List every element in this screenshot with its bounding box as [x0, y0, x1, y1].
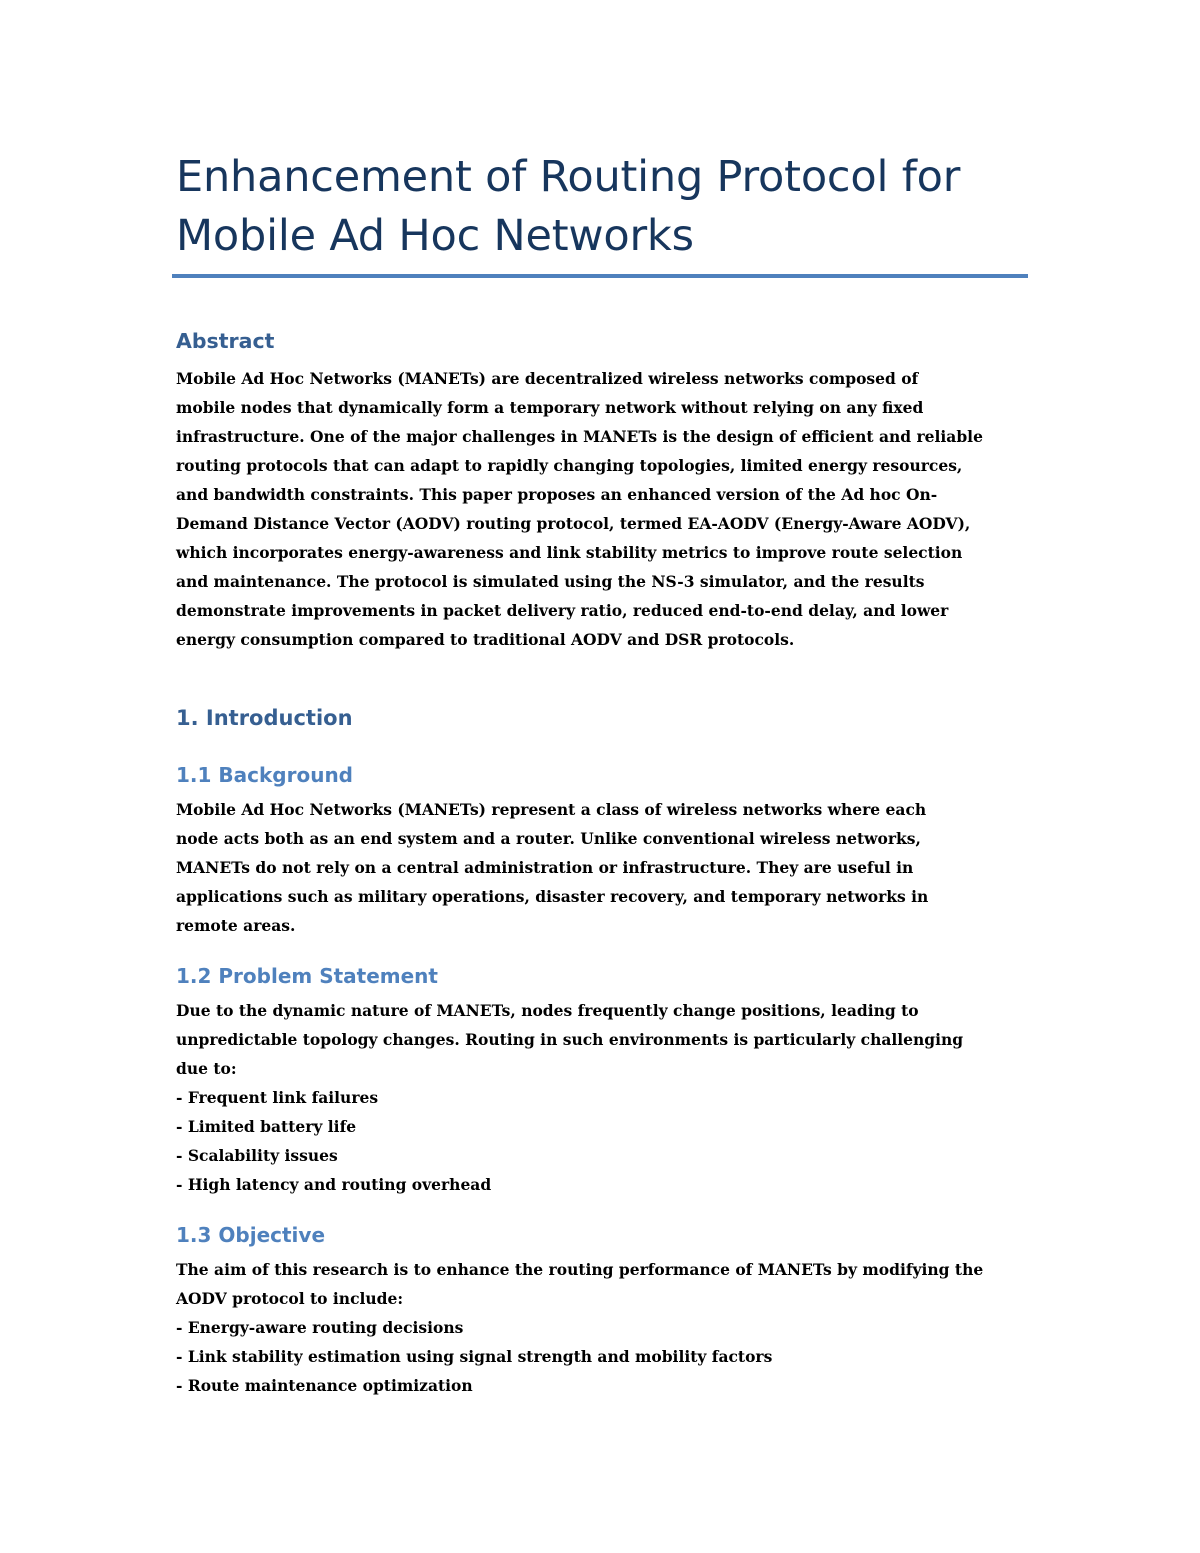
title-underline-rule [172, 274, 1028, 278]
problem-line: unpredictable topology changes. Routing in such environments is particularly challenging [176, 1030, 964, 1049]
introduction-heading: 1. Introduction [176, 706, 353, 730]
background-paragraph [176, 795, 1028, 940]
abstract-line: mobile nodes that dynamically form a temporary network without relying on any fixed [176, 398, 924, 417]
abstract-line: Demand Distance Vector (AODV) routing protocol, termed EA-AODV (Energy-Aware AODV), [176, 514, 971, 533]
abstract-line: and maintenance. The protocol is simulated using the NS-3 simulator, and the results [176, 572, 925, 591]
background-heading: 1.1 Background [176, 763, 354, 787]
problem-list-item: - High latency and routing overhead [176, 1175, 492, 1194]
abstract-paragraph [176, 364, 1028, 654]
objective-list-item: - Link stability estimation using signal strength and mobility factors [176, 1347, 773, 1366]
objective-list-item: - Route maintenance optimization [176, 1376, 473, 1395]
problem-list-item: - Scalability issues [176, 1146, 338, 1165]
abstract-line: Mobile Ad Hoc Networks (MANETs) are decentralized wireless networks composed of [176, 369, 919, 388]
objective-list-item: - Energy-aware routing decisions [176, 1318, 464, 1337]
objective-line: The aim of this research is to enhance the routing performance of MANETs by modifying the [176, 1260, 984, 1279]
abstract-line: demonstrate improvements in packet delivery ratio, reduced end-to-end delay, and lower [176, 601, 949, 620]
document-title [176, 148, 1028, 266]
background-line: Mobile Ad Hoc Networks (MANETs) represent a class of wireless networks where each [176, 800, 927, 819]
background-line: MANETs do not rely on a central administration or infrastructure. They are useful in [176, 858, 914, 877]
background-line: applications such as military operations, disaster recovery, and temporary networks in [176, 887, 929, 906]
problem-statement-heading: 1.2 Problem Statement [176, 964, 438, 988]
abstract-line: energy consumption compared to traditional AODV and DSR protocols. [176, 630, 795, 649]
problem-list-item: - Limited battery life [176, 1117, 357, 1136]
abstract-line: and bandwidth constraints. This paper proposes an enhanced version of the Ad hoc On- [176, 485, 938, 504]
problem-line: due to: [176, 1059, 237, 1078]
objective-heading: 1.3 Objective [176, 1223, 326, 1247]
problem-line: Due to the dynamic nature of MANETs, nodes frequently change positions, leading to [176, 1001, 919, 1020]
abstract-line: which incorporates energy-awareness and link stability metrics to improve route selection [176, 543, 963, 562]
problem-statement-paragraph [176, 996, 1028, 1199]
background-line: node acts both as an end system and a router. Unlike conventional wireless networks, [176, 829, 921, 848]
title-line-1: Enhancement of Routing Protocol for [176, 152, 961, 202]
background-line: remote areas. [176, 916, 296, 935]
problem-list-item: - Frequent link failures [176, 1088, 379, 1107]
objective-paragraph [176, 1255, 1028, 1400]
objective-line: AODV protocol to include: [176, 1289, 404, 1308]
abstract-line: routing protocols that can adapt to rapidly changing topologies, limited energy resources, [176, 456, 963, 475]
document-page [176, 148, 1028, 1400]
abstract-heading: Abstract [176, 329, 275, 353]
title-line-2: Mobile Ad Hoc Networks [176, 211, 694, 261]
abstract-line: infrastructure. One of the major challenges in MANETs is the design of efficient and reliable [176, 427, 983, 446]
